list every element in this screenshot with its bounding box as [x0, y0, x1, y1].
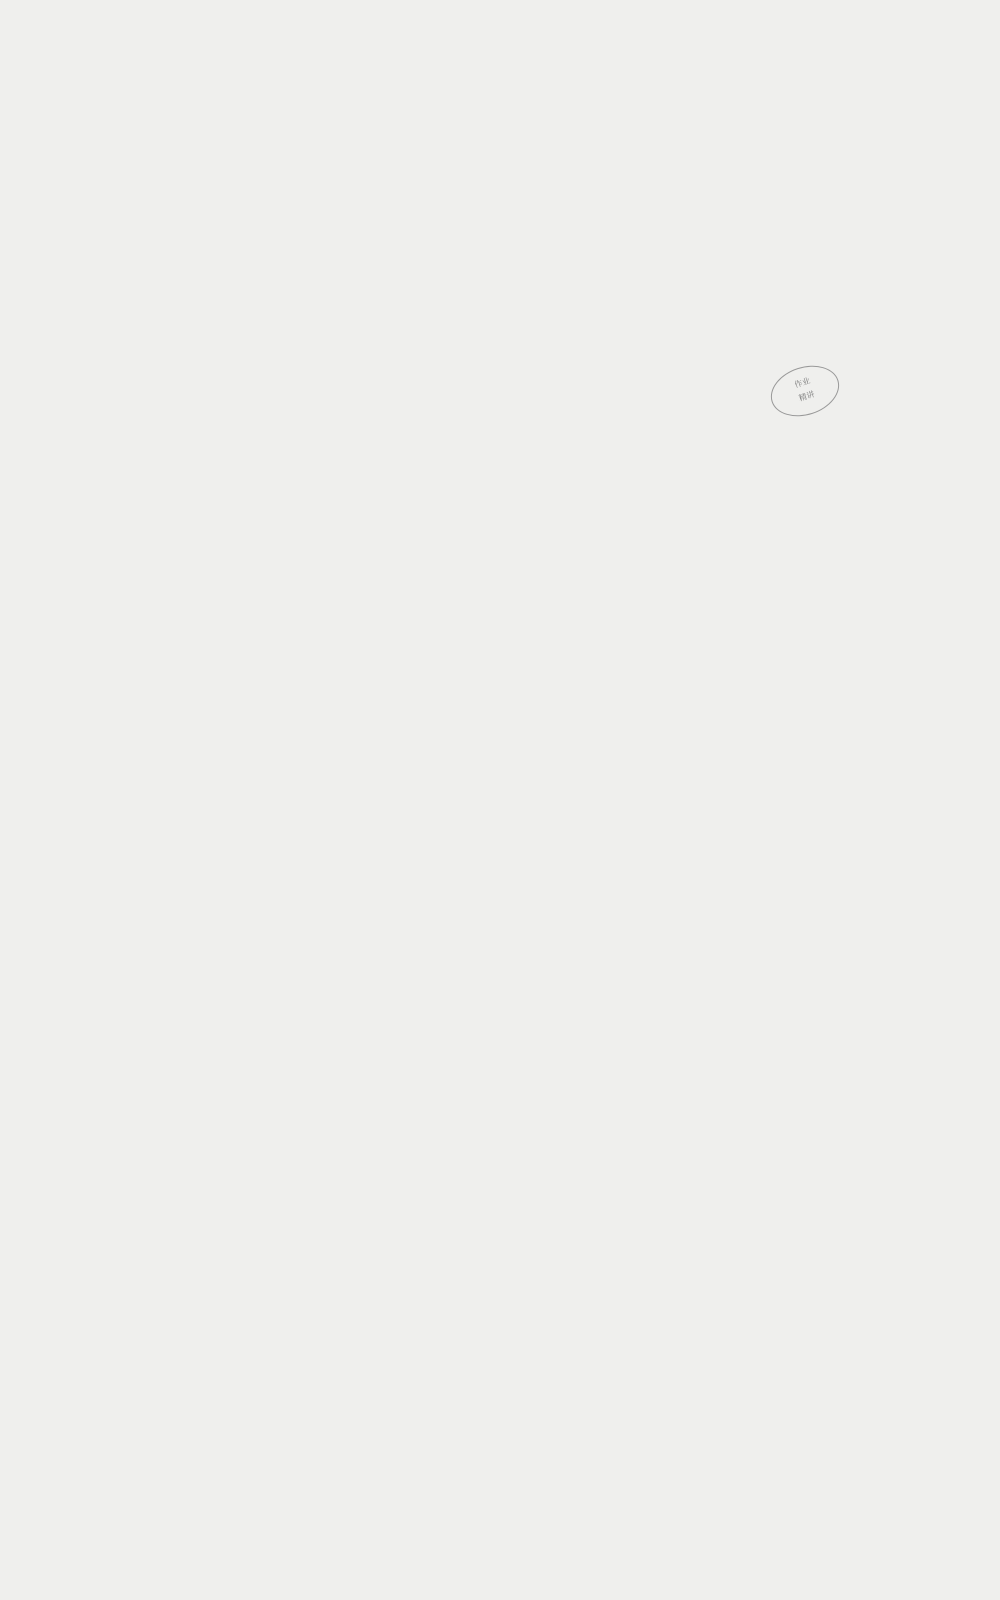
page-content [190, 36, 820, 38]
stamp-seal: 作业 精讲 [764, 357, 845, 424]
